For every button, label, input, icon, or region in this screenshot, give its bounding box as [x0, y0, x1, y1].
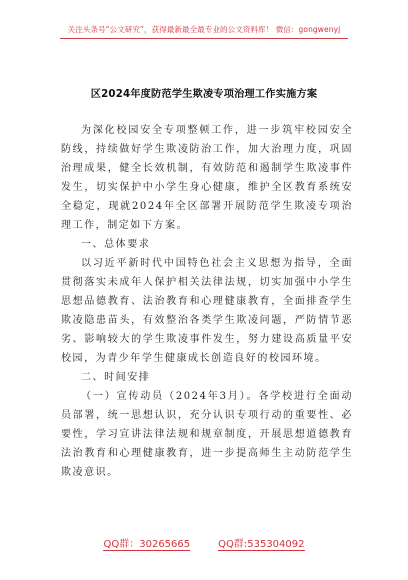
header-note: 关注头条号“公文研究”，获得最新最全最专业的公文资料库！ 微信：gongwenyj [67, 25, 341, 34]
footer-qq-group-1: QQ群：30265665 [103, 539, 191, 550]
footer-qq-group-2: QQ群:535304092 [218, 539, 305, 550]
document-body [61, 121, 353, 482]
schedule-item-1-paragraph: （一）宣传动员（2024年3月）。各学校进行全面动员部署，统一思想认识，充分认识专项行动的重要性、必要性，学习宣讲法律法规和规章制度，开展思想道德教育法治教育和心理健康教育，进一步提高师生主动防范学生欺凌意识。 [61, 391, 353, 478]
header-divider [60, 38, 348, 39]
document-title: 区2024年度防范学生欺凌专项治理工作实施方案 [90, 89, 318, 100]
intro-paragraph: 为深化校园安全专项整顿工作，进一步筑牢校园安全防线，持续做好学生欺凌防治工作，加大治理力度，巩固治理成果，健全长效机制，有效防范和遏制学生欺凌事件发生，切实保护中小学生身心健康，维护全区教育系统安全稳定，现就2024年全区部署开展防范学生欺凌专项治理工作，制定如下方案。 [61, 125, 353, 231]
section-heading-schedule: 二、时间安排 [81, 372, 151, 383]
footer-contacts [0, 535, 408, 550]
section-heading-overall-requirements: 一、总体要求 [81, 239, 151, 250]
overall-requirements-paragraph: 以习近平新时代中国特色社会主义思想为指导，全面贯彻落实未成年人保护相关法律法规，切实加强中小学生思想品德教育、法治教育和心理健康教育，全面排查学生欺凌隐患苗头，有效整治各类学生欺凌问题，严防情节恶劣、影响较大的学生欺凌事件发生，努力建设高质量平安校园，为青少年学生健康成长创造良好的校园环境。 [61, 258, 353, 364]
